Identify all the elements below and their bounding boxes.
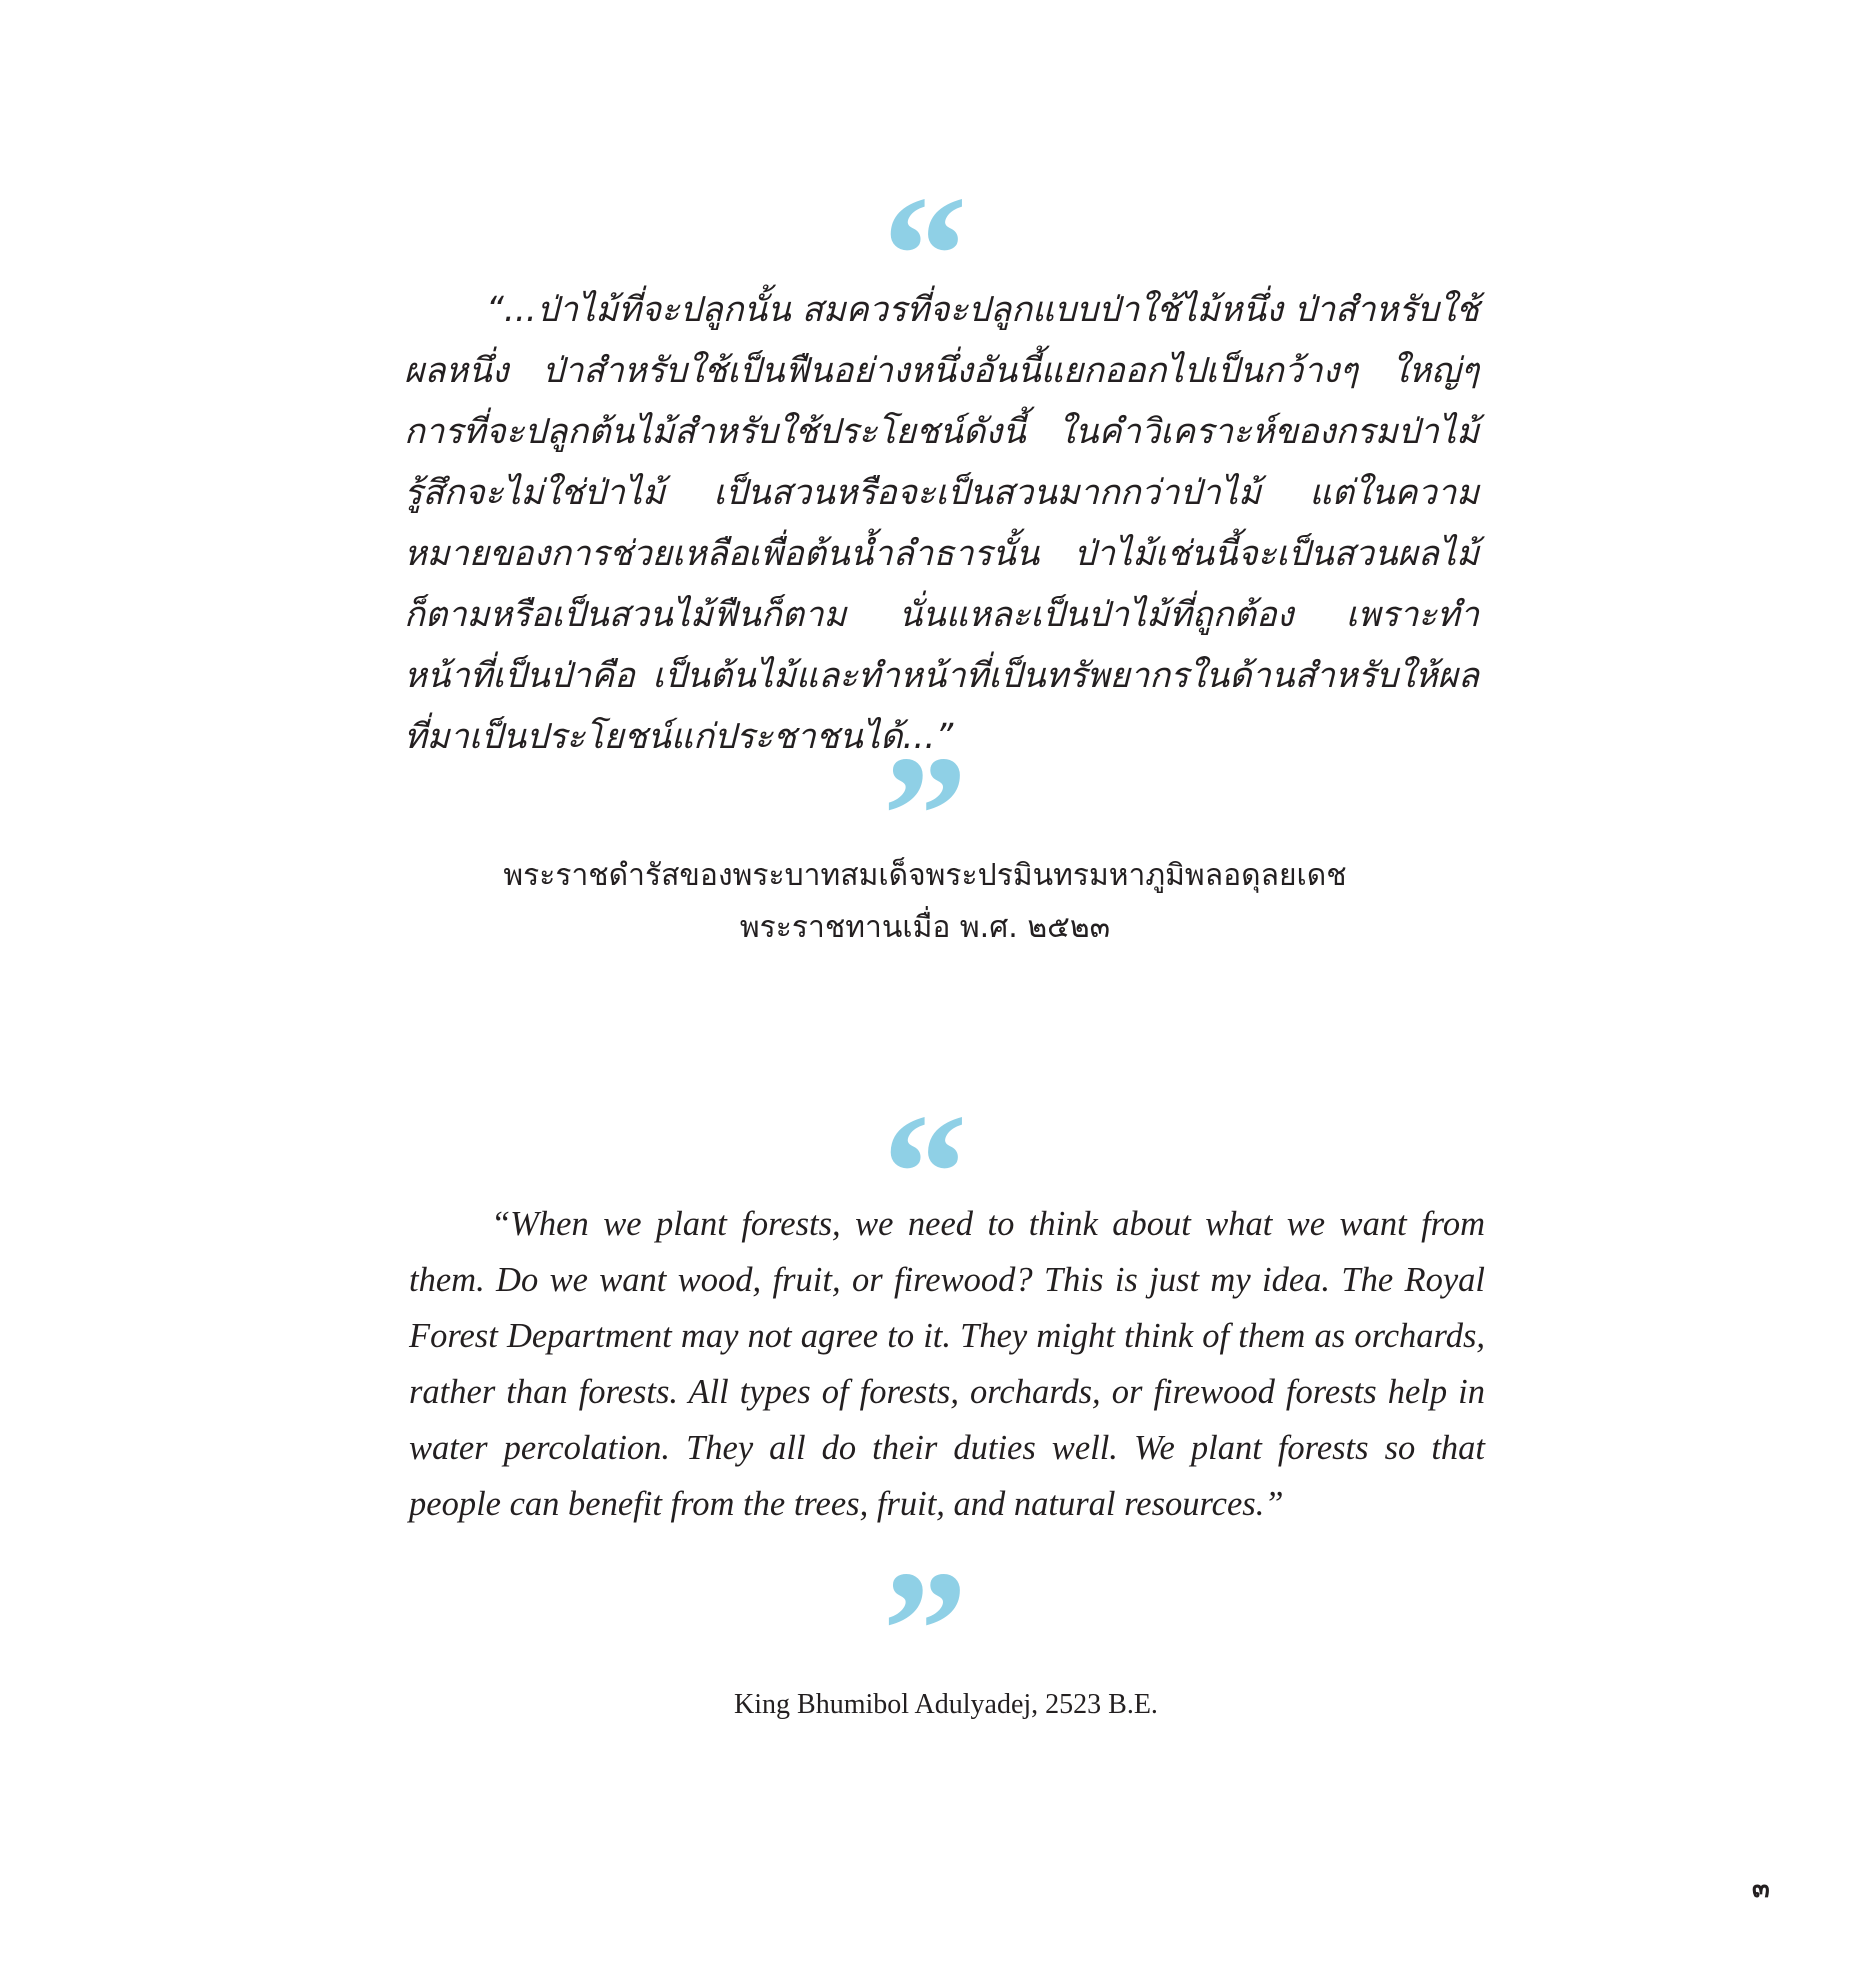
english-attribution: King Bhumibol Adulyadej, 2523 B.E.: [734, 1689, 1158, 1720]
english-quote-text: “When we plant forests, we need to think about what we want from them. Do we want wood, fruit, or firewood? This is just my idea. The Royal Forest Department may not agree to it. They might think of them as orchards, rather than forests. All types of forests, orchards, or firewood forests help in water percolation. They all do their duties well. We plant forests so that people can benefit from the trees, fruit, and natural resources.”: [409, 1205, 1485, 1523]
close-quote-mark-thai: ”: [882, 730, 968, 840]
open-quote-mark-thai: “: [882, 170, 968, 280]
thai-attribution-line-2: พระราชทานเมื่อ พ.ศ. ๒๕๒๓: [739, 910, 1111, 945]
thai-attribution-line-1: พระราชดำรัสของพระบาทสมเด็จพระปรมินทรมหาภูมิพลอดุลยเดช: [503, 858, 1347, 893]
thai-quote-text: “...ป่าไม้ที่จะปลูกนั้น สมควรที่จะปลูกแบบป่าใช้ไม้หนึ่ง ป่าสำหรับใช้ผลหนึ่ง ป่าสำหรับใช้เป็นฟืนอย่างหนึ่งอันนี้แยกออกไปเป็นกว้างๆ ใหญ่ๆ การที่จะปลูกต้นไม้สำหรับใช้ประโยชน์ดังนี้ ในคำวิเคราะห์ของกรมป่าไม้รู้สึกจะไม่ใช่ป่าไม้ เป็นสวนหรือจะเป็นสวนมากกว่าป่าไม้ แต่ในความหมายของการช่วยเหลือเพื่อต้นน้ำลำธารนั้น ป่าไม้เช่นนี้จะเป็นสวนผลไม้ก็ตามหรือเป็นสวนไม้ฟืนก็ตาม นั่นแหละเป็นป่าไม้ที่ถูกต้อง เพราะทำหน้าที่เป็นป่าคือ เป็นต้นไม้และทำหน้าที่เป็นทรัพยากรในด้านสำหรับให้ผลที่มาเป็นประโยชน์แก่ประชาชนได้...”: [404, 290, 1479, 757]
thai-attribution: [0, 850, 1850, 954]
open-quote-mark-english: “: [882, 1088, 968, 1198]
page-number: ๓: [1752, 1874, 1770, 1904]
close-quote-mark-english: ”: [882, 1545, 968, 1655]
